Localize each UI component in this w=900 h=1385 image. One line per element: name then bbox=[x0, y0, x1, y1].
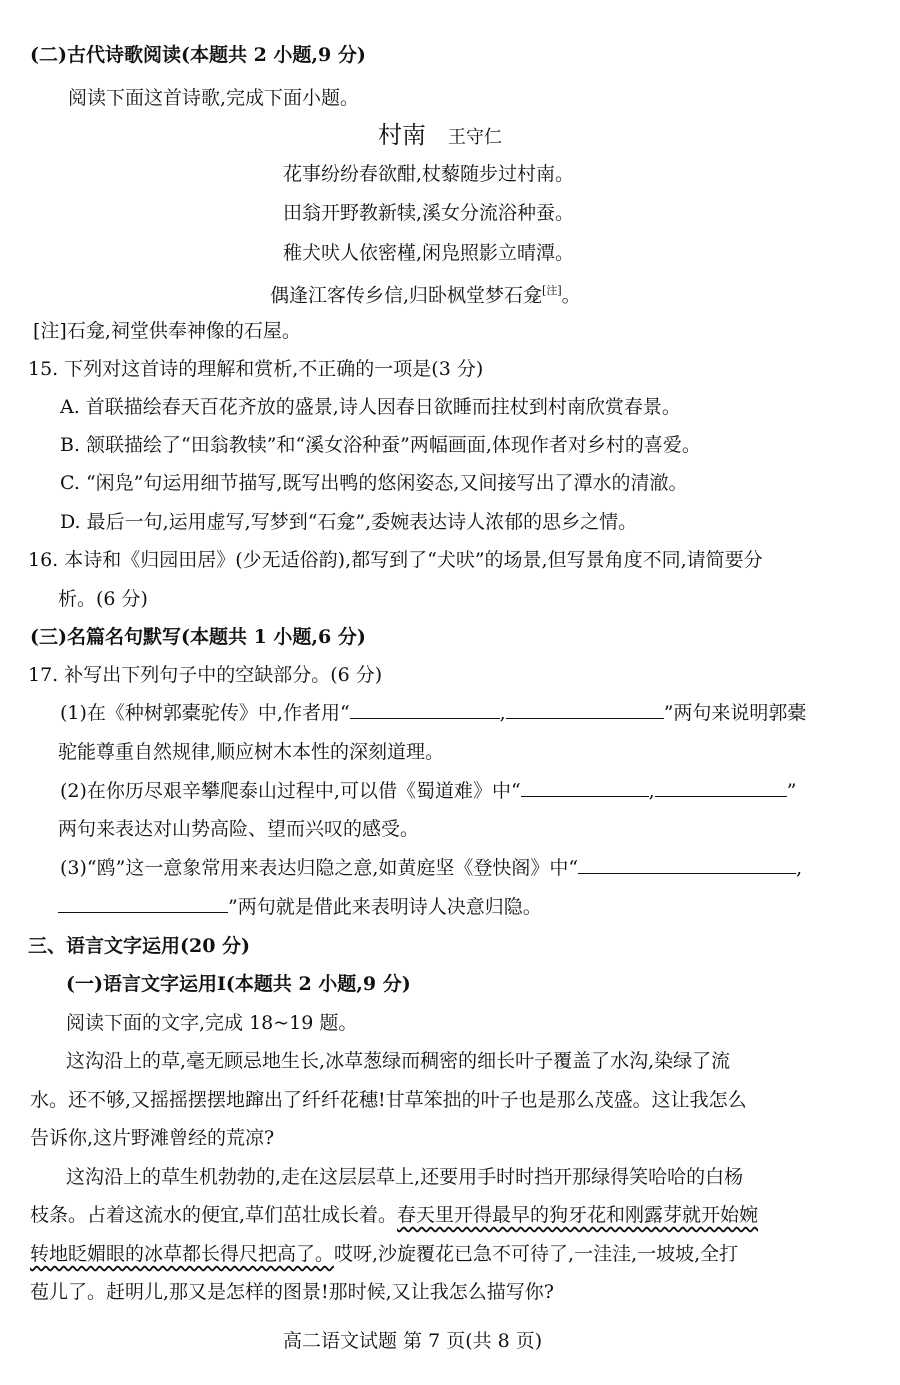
q17-part3-text-c: ”两句就是借此来表明诗人决意归隐。 bbox=[228, 896, 542, 918]
q17-part3-sep: , bbox=[796, 857, 803, 879]
passage-line-6 bbox=[30, 1241, 738, 1267]
q15-stem: 15. 下列对这首诗的理解和赏析,不正确的一项是(3 分) bbox=[28, 358, 484, 380]
passage-line-5 bbox=[30, 1202, 758, 1228]
poem-line-4-text: 偶逢江客传乡信,归卧枫堂梦石龛 bbox=[270, 284, 543, 307]
passage-line-1: 这沟沿上的草,毫无顾忌地生长,冰草葱绿而稠密的细长叶子覆盖了水沟,染绿了流 bbox=[66, 1050, 731, 1072]
poem-line-2: 田翁开野教新犊,溪女分流浴种蚕。 bbox=[283, 202, 575, 224]
q16-line-2: 析。(6 分) bbox=[58, 588, 148, 610]
q17-part2-cont: 两句来表达对山势高险、望而兴叹的感受。 bbox=[58, 818, 420, 840]
poem-line-1: 花事纷纷春欲酣,杖藜随步过村南。 bbox=[283, 163, 575, 185]
q17-part3-text-a: (3)“鸥”这一意象常用来表达归隐之意,如黄庭坚《登快阁》中“ bbox=[60, 857, 579, 879]
poem-line-4-punct: 。 bbox=[561, 284, 581, 307]
q17-part2-sep: , bbox=[648, 780, 655, 802]
q16-line-1: 16. 本诗和《归园田居》(少无适俗韵),都写到了“犬吠”的场景,但写景角度不同,请简要分 bbox=[28, 549, 763, 571]
q17-part2-text-c: ” bbox=[786, 780, 797, 802]
q17-part1 bbox=[60, 700, 806, 726]
q17-stem: 17. 补写出下列句子中的空缺部分。(6 分) bbox=[28, 664, 383, 686]
q15-option-a: A. 首联描绘春天百花齐放的盛景,诗人因春日欲睡而拄杖到村南欣赏春景。 bbox=[60, 396, 681, 418]
q17-blank-1[interactable] bbox=[350, 700, 500, 719]
q15-option-d: D. 最后一句,运用虚写,写梦到“石龛”,委婉表达诗人浓郁的思乡之情。 bbox=[60, 511, 638, 533]
section2-instruction: 阅读下面这首诗歌,完成下面小题。 bbox=[68, 87, 360, 109]
section3-heading: (三)名篇名句默写(本题共 1 小题,6 分) bbox=[30, 626, 366, 648]
q17-blank-6[interactable] bbox=[58, 894, 228, 913]
q17-part1-cont: 驼能尊重自然规律,顺应树木本性的深刻道理。 bbox=[58, 741, 445, 763]
passage-line-5-text: 枝条。占着这流水的便宜,草们茁壮成长着。 bbox=[30, 1204, 398, 1226]
poem-line-4 bbox=[270, 278, 581, 308]
poem-note: [注]石龛,祠堂供奉神像的石屋。 bbox=[33, 320, 301, 342]
poem-author: 王守仁 bbox=[448, 127, 502, 148]
q17-part1-text-c: ”两句来说明郭橐 bbox=[663, 702, 807, 724]
poem-title: 村南 bbox=[378, 121, 426, 149]
passage-line-7: 苞儿了。赶明儿,那又是怎样的图景!那时候,又让我怎么描写你? bbox=[30, 1281, 554, 1303]
q17-blank-4[interactable] bbox=[655, 778, 787, 797]
part3-instruction: 阅读下面的文字,完成 18~19 题。 bbox=[66, 1012, 358, 1034]
passage-line-6-text: 哎呀,沙旋覆花已急不可待了,一洼洼,一坡坡,全打 bbox=[334, 1243, 739, 1265]
q17-part2 bbox=[60, 778, 796, 804]
poem-note-mark: [注] bbox=[542, 284, 562, 297]
passage-underlined-1: 春天里开得最早的狗牙花和刚露芽就开始婉 bbox=[397, 1204, 759, 1226]
q17-blank-2[interactable] bbox=[506, 700, 664, 719]
poem-heading bbox=[378, 122, 502, 151]
page-footer: 高二语文试题 第 7 页(共 8 页) bbox=[283, 1330, 543, 1352]
passage-line-4: 这沟沿上的草生机勃勃的,走在这层层草上,还要用手时时挡开那绿得笑哈哈的白杨 bbox=[66, 1166, 744, 1188]
section2-heading: (二)古代诗歌阅读(本题共 2 小题,9 分) bbox=[30, 44, 366, 66]
q17-part3 bbox=[60, 855, 802, 881]
passage-line-2: 水。还不够,又摇摇摆摆地蹿出了纤纤花穗!甘草笨拙的叶子也是那么茂盛。这让我怎么 bbox=[30, 1089, 747, 1111]
part3-heading: 三、语言文字运用(20 分) bbox=[28, 935, 251, 957]
q15-option-b: B. 颔联描绘了“田翁教犊”和“溪女浴种蚕”两幅画面,体现作者对乡村的喜爱。 bbox=[60, 434, 701, 456]
q17-part3-cont bbox=[58, 894, 542, 920]
q17-part2-text-a: (2)在你历尽艰辛攀爬泰山过程中,可以借《蜀道难》中“ bbox=[60, 780, 521, 802]
q17-part1-sep: , bbox=[499, 702, 506, 724]
q17-blank-5[interactable] bbox=[578, 855, 796, 874]
poem-line-3: 稚犬吠人依密槿,闲凫照影立晴潭。 bbox=[283, 242, 575, 264]
part3-sub1: (一)语言文字运用Ⅰ(本题共 2 小题,9 分) bbox=[66, 973, 411, 995]
passage-line-3: 告诉你,这片野滩曾经的荒凉? bbox=[30, 1127, 275, 1149]
passage-underlined-2: 转地眨媚眼的冰草都长得尺把高了。 bbox=[30, 1243, 335, 1265]
q17-blank-3[interactable] bbox=[521, 778, 649, 797]
q15-option-c: C. “闲凫”句运用细节描写,既写出鸭的悠闲姿态,又间接写出了潭水的清澈。 bbox=[60, 472, 688, 494]
q17-part1-text-a: (1)在《种树郭橐驼传》中,作者用“ bbox=[60, 702, 350, 724]
